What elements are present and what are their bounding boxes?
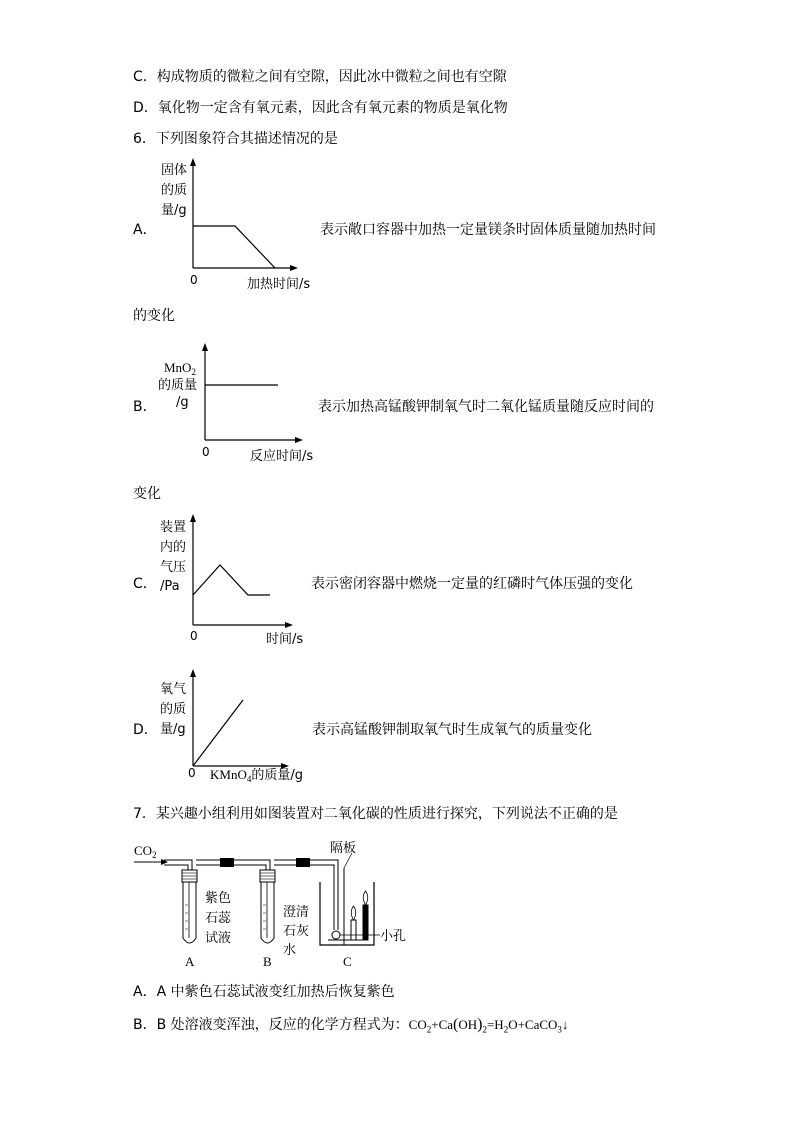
- graph-c-ylabel-1: 装置: [160, 520, 187, 535]
- q7-option-a: A．A 中紫色石蕊试液变红加热后恢复紫色: [133, 984, 395, 1000]
- tube-b-label-1: 澄清: [283, 905, 310, 920]
- beaker-c: [320, 868, 374, 945]
- graph-c-ylabel-2: 内的: [160, 540, 187, 555]
- graph-c-xlabel: 时间/s: [266, 632, 304, 647]
- q6-stem: 6．下列图象符合其描述情况的是: [133, 131, 338, 147]
- graph-c-origin: 0: [190, 629, 198, 643]
- connector-1: [220, 858, 234, 867]
- connector-2: [296, 858, 310, 867]
- graph-d-ylabel-3: 量/g: [160, 722, 186, 737]
- tube-a: [164, 860, 197, 943]
- graph-b-origin: 0: [202, 445, 210, 459]
- graph-a-ylabel-2: 的质: [161, 183, 188, 198]
- apparatus-label-a: A: [185, 954, 195, 969]
- graph-d-origin: 0: [188, 766, 196, 780]
- graph-d-xlabel: KMnO$_4$的质量/g: [210, 767, 303, 784]
- q6-option-c-label: C．: [133, 576, 157, 592]
- beaker-c-hole: [332, 931, 340, 939]
- q6-option-a-desc-cont: 的变化: [133, 308, 175, 324]
- q6-option-b-desc-cont: 变化: [133, 486, 161, 502]
- q6-option-b-label: B．: [133, 399, 157, 415]
- tube-a-glass: [183, 882, 196, 943]
- q5-option-d: D．氧化物一定含有氧元素，因此含有氧元素的物质是氧化物: [133, 100, 508, 116]
- q7-option-b-equation: $CO_2+Ca(OH)_2=H_2O+CaCO_3↓$: [408, 1016, 569, 1035]
- graph-b-ylabel-2: 的质量: [158, 378, 198, 393]
- graph-b-ylabel-3: /g: [176, 395, 189, 410]
- graph-c-ylabel-4: /Pa: [160, 579, 180, 594]
- candle-tall-flame: [363, 891, 368, 905]
- q6-option-a-label: A．: [133, 222, 157, 238]
- q6-option-c-desc: 表示密闭容器中燃烧一定量的红磷时气体压强的变化: [311, 576, 633, 592]
- q7-stem: 7．某兴趣小组利用如图装置对二氧化碳的性质进行探究，下列说法不正确的是: [133, 806, 618, 822]
- graph-a-ylabel-1: 固体: [161, 163, 188, 178]
- tube-a-label-1: 紫色: [205, 891, 232, 906]
- apparatus-partition-label: 隔板: [330, 841, 357, 856]
- candle-short-flame: [351, 906, 356, 920]
- q7-option-b: [133, 1016, 568, 1039]
- tube-b-glass: [261, 882, 274, 943]
- graph-b-ylabel-1: MnO$_2$: [164, 360, 196, 377]
- tube-b-label-3: 水: [283, 943, 297, 958]
- apparatus-label-b: B: [263, 954, 272, 969]
- apparatus-small-hole-label: 小孔: [380, 929, 407, 944]
- tube-a-label-3: 试液: [205, 931, 232, 946]
- q6-option-d-desc: 表示高锰酸钾制取氧气时生成氧气的质量变化: [312, 722, 592, 738]
- apparatus-co2-label: $CO_2$: [134, 843, 157, 860]
- graph-a-origin: 0: [190, 273, 198, 287]
- q6-option-a-desc: 表示敞口容器中加热一定量镁条时固体质量随加热时间: [320, 222, 656, 238]
- q5-option-c: C．构成物质的微粒之间有空隙，因此冰中微粒之间也有空隙: [133, 69, 507, 85]
- graph-c-ylabel-3: 气压: [160, 560, 187, 575]
- q7-option-b-prefix: B．B 处溶液变浑浊，反应的化学方程式为：: [133, 1017, 409, 1033]
- graph-a-ylabel-3: 量/g: [161, 203, 187, 218]
- graph-d-ylabel-1: 氧气: [160, 682, 187, 697]
- tube-b: [260, 870, 275, 943]
- graph-d-ylabel-2: 的质: [160, 702, 187, 717]
- apparatus-label-c: C: [343, 954, 352, 969]
- q6-option-d-label: D．: [133, 722, 158, 738]
- graph-b-xlabel: 反应时间/s: [250, 449, 314, 464]
- tube-a-label-2: 石蕊: [205, 911, 232, 926]
- graph-a-xlabel: 加热时间/s: [247, 277, 311, 292]
- tube-b-label-2: 石灰: [283, 924, 310, 939]
- q6-option-b-desc: 表示加热高锰酸钾制氧气时二氧化锰质量随反应时间的: [318, 399, 654, 415]
- candle-short: [351, 920, 356, 940]
